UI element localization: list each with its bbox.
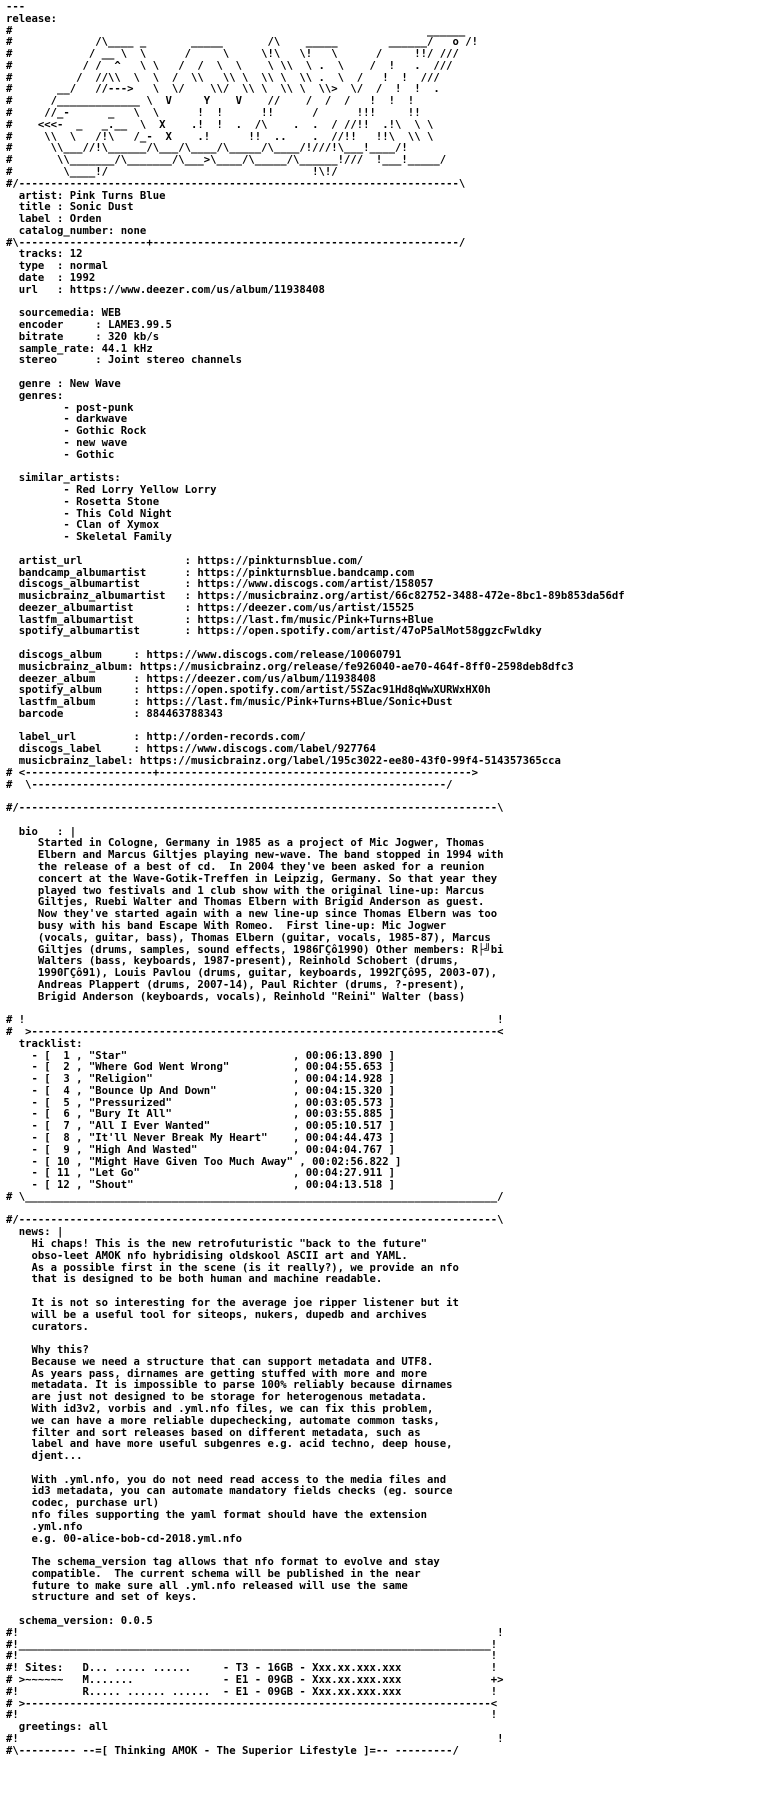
nfo-line: greetings: all xyxy=(6,1721,109,1734)
nfo-line: bio : | xyxy=(6,825,77,838)
nfo-line: Giltjes (drums, samples, sound effects, 1986ΓÇô1990) Other members: R├╝bi xyxy=(6,943,504,956)
nfo-line xyxy=(6,637,12,649)
nfo-line xyxy=(6,460,12,472)
nfo-line xyxy=(6,720,12,732)
nfo-line: curators. xyxy=(6,1320,89,1333)
nfo-line: musicbrainz_albumartist : https://musicbrainz.org/artist/66c82752-3488-472e-8bc1-89b853da56df xyxy=(6,590,625,603)
nfo-line: will be a useful tool for siteops, nukers, dupedb and archives xyxy=(6,1308,427,1321)
nfo-line: that is designed to be both human and machine readable. xyxy=(6,1273,383,1286)
nfo-line: barcode : 884463788343 xyxy=(6,707,223,720)
nfo-line: #/---------------------------------------------------------------------\ xyxy=(6,177,466,190)
nfo-line: spotify_albumartist : https://open.spotify.com/artist/47oP5alMot58ggzcFwldky xyxy=(6,625,542,638)
nfo-line: - This Cold Night xyxy=(6,507,172,520)
nfo-line: # \-----------------------------------------------------------------/ xyxy=(6,778,453,791)
nfo-line: date : 1992 xyxy=(6,271,96,284)
nfo-line: bandcamp_albumartist : https://pinkturnsblue.bandcamp.com xyxy=(6,566,415,579)
nfo-line: #!__________________________________________________________________________! xyxy=(6,1638,498,1651)
nfo-line: we can have a more reliable dupechecking, automate common tasks, xyxy=(6,1414,440,1427)
nfo-line: #! R..... ...... ...... - E1 - 09GB - Xxx.xx.xxx.xxx ! xyxy=(6,1685,498,1698)
nfo-line: Started in Cologne, Germany in 1985 as a project of Mic Jogwer, Thomas xyxy=(6,837,485,850)
nfo-line xyxy=(6,814,12,826)
nfo-line: busy with his band Escape With Romeo. First line-up: Mic Jogwer xyxy=(6,919,447,932)
nfo-line: url : https://www.deezer.com/us/album/11938408 xyxy=(6,283,325,296)
nfo-line xyxy=(6,1285,12,1297)
nfo-line: - Gothic Rock xyxy=(6,425,147,438)
nfo-line: - [ 5 , "Pressurized" , 00:03:05.573 ] xyxy=(6,1096,396,1109)
nfo-line: The schema_version tag allows that nfo format to evolve and stay xyxy=(6,1556,440,1569)
nfo-line: the release of a best of cd. In 2004 they've been asked for a reunion xyxy=(6,861,485,874)
nfo-line: 1990ΓÇô91), Louis Pavlou (drums, guitar, keyboards, 1992ΓÇô95, 2003-07), xyxy=(6,967,498,980)
nfo-line: - Clan of Xymox xyxy=(6,519,160,532)
nfo-line: catalog_number: none xyxy=(6,224,147,237)
nfo-line: sample_rate: 44.1 kHz xyxy=(6,342,153,355)
nfo-line: #! ! xyxy=(6,1732,504,1745)
nfo-line: --- xyxy=(6,1,26,13)
nfo-line: #/---------------------------------------------------------------------------\ xyxy=(6,802,504,815)
nfo-line: Andreas Plappert (drums, 2007-14), Paul Richter (drums, ?-present), xyxy=(6,978,466,991)
nfo-line xyxy=(6,543,12,555)
nfo-line: played two festivals and 1 club show with the original line-up: Marcus xyxy=(6,884,485,897)
nfo-line: # //_- _ \ \ ! ! !! / !!! !! xyxy=(6,107,447,120)
nfo-line: deezer_albumartist : https://deezer.com/us/artist/15525 xyxy=(6,601,415,614)
nfo-line: # / / ^ \ \ / / \ \ \ \\ \ . \ / ! . /// xyxy=(6,59,459,72)
nfo-line: It is not so interesting for the average joe ripper listener but it xyxy=(6,1296,459,1309)
nfo-line: # >~~~~~~ M....... - E1 - 09GB - Xxx.xx.xxx.xxx +> xyxy=(6,1673,504,1686)
nfo-line: musicbrainz_label: https://musicbrainz.org/label/195c3022-ee80-43f0-99f4-514357365cca xyxy=(6,755,561,767)
nfo-line: # >-------------------------------------------------------------------------< xyxy=(6,1025,504,1038)
nfo-line: Because we need a structure that can support metadata and UTF8. xyxy=(6,1355,434,1368)
nfo-line: musicbrainz_album: https://musicbrainz.org/release/fe926040-ae70-464f-8ff0-2598deb8dfc3 xyxy=(6,660,574,673)
nfo-line xyxy=(6,366,12,378)
nfo-line: # >-------------------------------------------------------------------------< xyxy=(6,1697,498,1710)
nfo-line: # /_____________ \ V Y V // / / / ! ! ! xyxy=(6,95,447,108)
nfo-line: #! Sites: D... ..... ...... - T3 - 16GB - Xxx.xx.xxx.xxx ! xyxy=(6,1662,498,1675)
nfo-line: - [ 10 , "Might Have Given Too Much Away" , 00:02:56.822 ] xyxy=(6,1155,402,1168)
nfo-line: stereo : Joint stereo channels xyxy=(6,354,242,367)
nfo-line: codec, purchase url) xyxy=(6,1497,160,1510)
nfo-line: - [ 3 , "Religion" , 00:04:14.928 ] xyxy=(6,1073,396,1086)
nfo-line: nfo files supporting the yaml format should have the extension xyxy=(6,1509,427,1521)
nfo-line: discogs_label : https://www.discogs.com/label/927764 xyxy=(6,743,376,756)
nfo-line: discogs_albumartist : https://www.discogs.com/artist/158057 xyxy=(6,578,434,591)
nfo-line: # \\ \ /!\ /_- X .! !! .. . //!! !!\ \\ \ xyxy=(6,130,447,143)
nfo-line: concert at the Wave-Gotik-Treffen in Leipzig, Germany. So that year they xyxy=(6,872,498,885)
nfo-line: label : Orden xyxy=(6,213,102,226)
nfo-line: spotify_album : https://open.spotify.com/artist/5SZac91Hd8qWwXURWxHX0h xyxy=(6,684,491,697)
nfo-line: # ______ xyxy=(6,24,466,37)
nfo-line: metadata. It is impossible to parse 100% reliably because dirnames xyxy=(6,1379,453,1392)
nfo-line: encoder : LAME3.99.5 xyxy=(6,319,172,332)
nfo-line: #\--------- --=[ Thinking AMOK - The Superior Lifestyle ]=-- ---------/ xyxy=(6,1744,459,1757)
nfo-line: structure and set of keys. xyxy=(6,1591,198,1604)
nfo-line: - [ 1 , "Star" , 00:06:13.890 ] xyxy=(6,1049,396,1062)
nfo-line: tracklist: xyxy=(6,1037,83,1050)
nfo-line: As a possible first in the scene (is it really?), we provide an nfo xyxy=(6,1261,459,1274)
nfo-line: - [ 2 , "Where God Went Wrong" , 00:04:55.653 ] xyxy=(6,1061,396,1074)
nfo-line: lastfm_album : https://last.fm/music/Pink+Turns+Blue/Sonic+Dust xyxy=(6,696,453,709)
nfo-line: # / __ \ \ / \ \!\ \! \ / !!/ /// xyxy=(6,48,466,61)
nfo-line: - new wave xyxy=(6,436,128,449)
nfo-line: Elbern and Marcus Giltjes playing new-wave. The band stopped in 1994 with xyxy=(6,849,504,862)
nfo-line: - [ 6 , "Bury It All" , 00:03:55.885 ] xyxy=(6,1108,396,1121)
nfo-line: artist: Pink Turns Blue xyxy=(6,189,166,202)
nfo-line: genres: xyxy=(6,389,64,402)
nfo-line: - Rosetta Stone xyxy=(6,495,160,508)
nfo-line xyxy=(6,1002,12,1014)
nfo-line: #! ! xyxy=(6,1650,498,1663)
nfo-line: are just not designed to be storage for heterogenous metadata. xyxy=(6,1391,427,1404)
nfo-line: - [ 11 , "Let Go" , 00:04:27.911 ] xyxy=(6,1167,396,1180)
nfo-line: .yml.nfo xyxy=(6,1520,83,1533)
nfo-line: With id3v2, vorbis and .yml.nfo files, we can fix this problem, xyxy=(6,1402,434,1415)
nfo-line: # /\____ _ _____ /\ _____ ______/ o /! xyxy=(6,36,478,49)
nfo-line: # \\_______/\_______/\___>\____/\_____/\______!/// !___!_____/ xyxy=(6,154,453,167)
nfo-line: schema_version: 0.0.5 xyxy=(6,1615,153,1628)
nfo-line xyxy=(6,1462,12,1474)
nfo-line: lastfm_albumartist : https://last.fm/music/Pink+Turns+Blue xyxy=(6,613,434,626)
nfo-line: - [ 7 , "All I Ever Wanted" , 00:05:10.517 ] xyxy=(6,1120,396,1133)
nfo-line: artist_url : https://pinkturnsblue.com/ xyxy=(6,554,364,567)
nfo-line: e.g. 00-alice-bob-cd-2018.yml.nfo xyxy=(6,1532,242,1545)
nfo-line: Hi chaps! This is the new retrofuturistic "back to the future" xyxy=(6,1238,427,1251)
nfo-line: obso-leet AMOK nfo hybridising oldskool ASCII art and YAML. xyxy=(6,1249,408,1262)
nfo-line: label and have more useful subgenres e.g. acid techno, deep house, xyxy=(6,1438,453,1451)
nfo-line: news: | xyxy=(6,1226,64,1239)
nfo-line: - post-punk xyxy=(6,401,134,414)
nfo-line: Giltjes, Ruebi Walter and Thomas Elbern with Brigid Anderson as guest. xyxy=(6,896,485,909)
nfo-line: # \\___//!\______/\___/\____/\_____/\____/!///!\___!____/! xyxy=(6,142,427,155)
nfo-line: As years pass, dirnames are getting stuffed with more and more xyxy=(6,1367,427,1380)
nfo-line: - [ 4 , "Bounce Up And Down" , 00:04:15.320 ] xyxy=(6,1084,396,1097)
nfo-line: genre : New Wave xyxy=(6,378,121,390)
nfo-line: - Gothic xyxy=(6,448,115,461)
nfo-line: - [ 12 , "Shout" , 00:04:13.518 ] xyxy=(6,1179,396,1192)
nfo-line: #/---------------------------------------------------------------------------\ xyxy=(6,1214,504,1227)
nfo-line: title : Sonic Dust xyxy=(6,201,134,214)
nfo-line xyxy=(6,1203,12,1215)
nfo-line: # __/ //---> \ \/ \\/ \\ \ \\ \ \\> \/ / ! ! . xyxy=(6,83,453,96)
nfo-line: bitrate : 320 kb/s xyxy=(6,330,160,343)
nfo-line: With .yml.nfo, you do not need read access to the media files and xyxy=(6,1473,447,1486)
nfo-line: future to make sure all .yml.nfo released will use the same xyxy=(6,1579,408,1592)
nfo-line: (vocals, guitar, bass), Thomas Elbern (guitar, vocals, 1985-87), Marcus xyxy=(6,931,491,944)
nfo-line: - [ 8 , "It'll Never Break My Heart" , 00:04:44.473 ] xyxy=(6,1132,396,1144)
nfo-line xyxy=(6,1603,12,1615)
nfo-line: type : normal xyxy=(6,260,109,273)
nfo-line: # \____!/ !\!/ xyxy=(6,165,453,178)
nfo-line: #! ! xyxy=(6,1709,498,1722)
nfo-line: release: xyxy=(6,12,58,25)
nfo-line: - Red Lorry Yellow Lorry xyxy=(6,484,217,497)
nfo-line: deezer_album : https://deezer.com/us/album/11938408 xyxy=(6,672,376,685)
nfo-line: Walters (bass, keyboards, 1987-present), Reinhold Schobert (drums, xyxy=(6,955,459,968)
nfo-line xyxy=(6,1332,12,1344)
nfo-line: filter and sort releases based on different metadata, such as xyxy=(6,1426,421,1439)
nfo-line xyxy=(6,1544,12,1556)
nfo-line xyxy=(6,296,12,308)
nfo-line: similar_artists: xyxy=(6,472,121,485)
nfo-line: compatible. The current schema will be published in the near xyxy=(6,1567,421,1580)
nfo-line: label_url : http://orden-records.com/ xyxy=(6,731,306,744)
nfo-line: # <--------------------+-------------------------------------------------> xyxy=(6,766,478,779)
nfo-line: discogs_album : https://www.discogs.com/release/10060791 xyxy=(6,648,402,661)
nfo-line: #\--------------------+------------------------------------------------/ xyxy=(6,236,466,249)
nfo-line: Why this? xyxy=(6,1344,89,1357)
nfo-line: # \__________________________________________________________________________/ xyxy=(6,1190,504,1203)
nfo-line: # <<<- _ _.__ \ X .! ! . /\ . . / //!! .!\ \ \ xyxy=(6,118,440,131)
nfo-line: id3 metadata, you can automate mandatory fields checks (eg. source xyxy=(6,1485,453,1498)
nfo-line: - Skeletal Family xyxy=(6,531,172,544)
nfo-line: - darkwave xyxy=(6,413,128,426)
nfo-line: djent... xyxy=(6,1450,83,1463)
nfo-line: sourcemedia: WEB xyxy=(6,307,121,320)
nfo-line: # / //\\ \ \ / \\ \\ \ \\ \ \\ . \ / ! ! /// xyxy=(6,71,453,84)
nfo-line xyxy=(6,790,12,802)
nfo-line: - [ 9 , "High And Wasted" , 00:04:04.767 ] xyxy=(6,1143,396,1156)
nfo-line: Now they've started again with a new line-up since Thomas Elbern was too xyxy=(6,908,498,921)
nfo-line: Brigid Anderson (keyboards, vocals), Reinhold "Reini" Walter (bass) xyxy=(6,990,466,1003)
nfo-line: tracks: 12 xyxy=(6,248,83,261)
nfo-line: #! ! xyxy=(6,1626,504,1639)
nfo-line: # ! ! xyxy=(6,1014,504,1027)
